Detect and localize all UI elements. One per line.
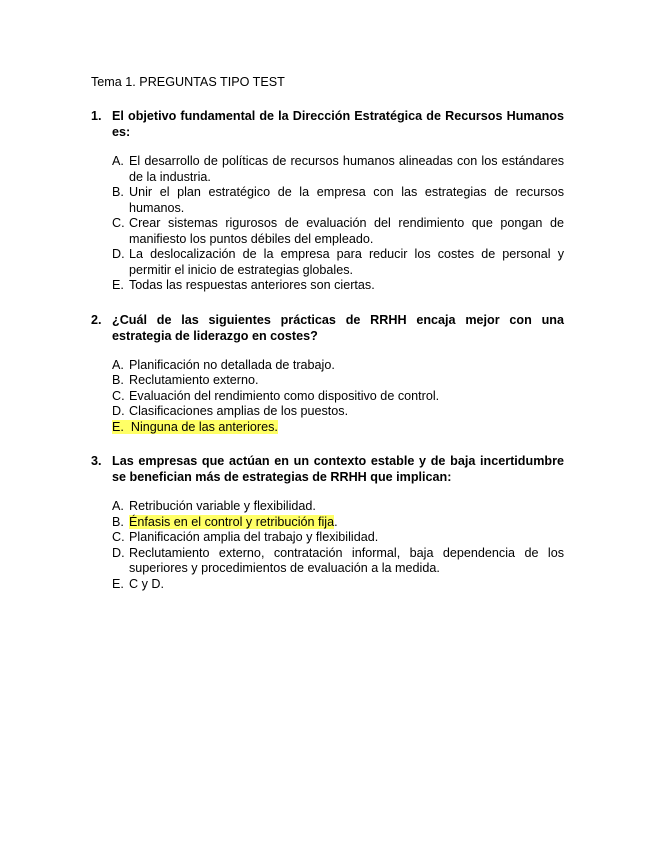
option-c — [112, 216, 564, 247]
highlighted-text: Ninguna de las anteriores. — [130, 419, 278, 434]
option-e — [112, 577, 564, 593]
document-page — [91, 74, 564, 610]
option-letter: B. — [112, 373, 124, 387]
option-letter: B. — [112, 514, 124, 529]
option-letter: D. — [112, 545, 125, 560]
option-text — [131, 420, 564, 436]
option-text: Crear sistemas rigurosos de evaluación del rendimiento que pongan de manifiesto los puntos débiles del empleado. — [129, 216, 564, 246]
question-number: 3. — [91, 454, 102, 468]
option-text: La deslocalización de la empresa para reducir los costes de personal y permitir el inicio de estrategias globales. — [129, 247, 564, 277]
option-text: C y D. — [129, 576, 164, 591]
option-letter: E. — [112, 278, 124, 292]
question-text: ¿Cuál de las siguientes prácticas de RRHH encaja mejor con una estrategia de liderazgo en costes? — [112, 312, 564, 343]
option-a — [112, 358, 564, 374]
question-heading — [91, 312, 564, 344]
option-letter: C. — [112, 388, 125, 403]
option-c — [112, 389, 564, 405]
option-text: Evaluación del rendimiento como dispositivo de control. — [129, 388, 440, 403]
option-letter: E. — [112, 576, 124, 591]
option-e-highlighted — [112, 420, 564, 436]
option-text — [129, 515, 564, 531]
option-letter: C. — [112, 216, 125, 230]
option-text: El desarrollo de políticas de recursos humanos alineadas con los estándares de la industria. — [129, 154, 564, 184]
highlight-mark-gap — [124, 420, 131, 434]
option-a — [112, 154, 564, 185]
option-d — [112, 404, 564, 420]
option-b — [112, 185, 564, 216]
option-text: Clasificaciones amplias de los puestos. — [129, 404, 349, 418]
option-letter: D. — [112, 404, 125, 418]
option-b — [112, 515, 564, 531]
option-text: Todas las respuestas anteriores son ciertas. — [129, 278, 375, 292]
question-2 — [91, 312, 564, 436]
highlighted-text: Énfasis en el control y retribución fija — [129, 514, 335, 529]
option-text: Unir el plan estratégico de la empresa con las estrategias de recursos humanos. — [129, 185, 564, 215]
question-text: El objetivo fundamental de la Dirección Estratégica de Recursos Humanos es: — [112, 109, 564, 139]
option-e — [112, 278, 564, 294]
option-letter: C. — [112, 530, 125, 544]
option-b — [112, 373, 564, 389]
option-letter: B. — [112, 185, 124, 199]
question-heading — [91, 453, 564, 485]
option-text: Planificación no detallada de trabajo. — [129, 357, 335, 372]
option-text: Reclutamiento externo. — [129, 373, 259, 387]
option-c — [112, 530, 564, 546]
highlight-mark: E. — [112, 419, 124, 434]
option-d — [112, 247, 564, 278]
option-d — [112, 546, 564, 577]
option-text: Reclutamiento externo, contratación informal, baja dependencia de los superiores y procedimientos de evaluación a la medida. — [129, 545, 564, 575]
question-1 — [91, 108, 564, 294]
question-number: 2. — [91, 312, 102, 327]
option-text: Planificación amplia del trabajo y flexibilidad. — [129, 530, 379, 544]
option-suffix: . — [334, 514, 338, 529]
option-a — [112, 499, 564, 515]
question-number: 1. — [91, 109, 102, 123]
option-letter: A. — [112, 357, 124, 372]
question-3 — [91, 453, 564, 592]
option-letter-highlighted — [112, 420, 131, 436]
option-text: Retribución variable y flexibilidad. — [129, 499, 316, 513]
option-letter: A. — [112, 499, 124, 513]
option-letter: D. — [112, 247, 125, 261]
question-heading — [91, 108, 564, 140]
question-text: Las empresas que actúan en un contexto estable y de baja incertidumbre se benefician más de estrategias de RRHH que implican: — [112, 454, 564, 484]
option-letter: A. — [112, 154, 124, 168]
document-title: Tema 1. PREGUNTAS TIPO TEST — [91, 75, 285, 89]
